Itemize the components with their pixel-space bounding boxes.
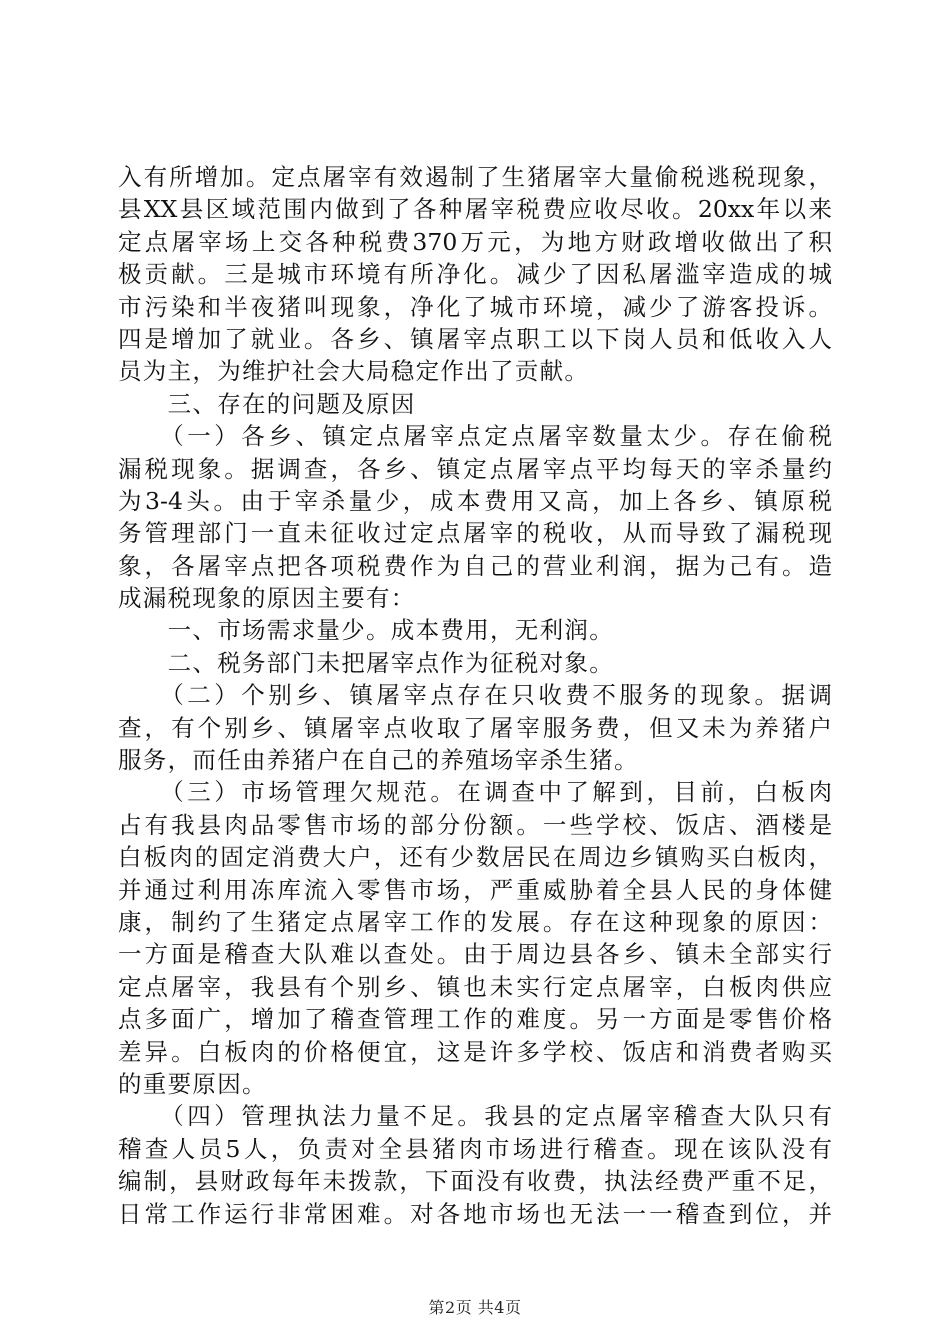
text-line: 康，制约了生猪定点屠宰工作的发展。存在这种现象的原因： — [118, 907, 832, 936]
text-line: 查，有个别乡、镇屠宰点收取了屠宰服务费，但又未为养猪户 — [118, 713, 832, 742]
text-line: （二）个别乡、镇屠宰点存在只收费不服务的现象。据调 — [118, 681, 832, 710]
text-line: 的重要原因。 — [118, 1069, 267, 1098]
text-line: 白板肉的固定消费大户，还有少数居民在周边乡镇购买白板肉， — [118, 843, 832, 872]
text-line: 入有所增加。定点屠宰有效遏制了生猪屠宰大量偷税逃税现象， — [118, 163, 832, 191]
text-line: 极贡献。三是城市环境有所净化。减少了因私屠滥宰造成的城 — [118, 260, 832, 289]
text-line: 县XX县区域范围内做到了各种屠宰税费应收尽收。20xx年以来 — [118, 195, 832, 224]
text-line: 四是增加了就业。各乡、镇屠宰点职工以下岗人员和低收入人 — [118, 324, 832, 353]
text-line: 为3-4头。由于宰杀量少，成本费用又高，加上各乡、镇原税 — [118, 486, 832, 515]
text-line: 市污染和半夜猪叫现象，净化了城市环境，减少了游客投诉。 — [118, 292, 832, 321]
document-body — [118, 161, 832, 1230]
text-line: 稽查人员5人，负责对全县猪肉市场进行稽查。现在该队没有 — [118, 1134, 832, 1163]
text-line: 员为主，为维护社会大局稳定作出了贡献。 — [118, 357, 590, 386]
text-line: 占有我县肉品零售市场的部分份额。一些学校、饭店、酒楼是 — [118, 810, 832, 839]
text-line: 务管理部门一直未征收过定点屠宰的税收，从而导致了漏税现 — [118, 519, 832, 548]
text-line: （四）管理执法力量不足。我县的定点屠宰稽查大队只有 — [118, 1102, 832, 1131]
text-line: （一）各乡、镇定点屠宰点定点屠宰数量太少。存在偷税 — [118, 422, 832, 451]
text-line: 象，各屠宰点把各项税费作为自己的营业利润，据为己有。造 — [118, 551, 832, 580]
text-line: 三、存在的问题及原因 — [118, 389, 416, 418]
text-line: 一方面是稽查大队难以查处。由于周边县各乡、镇未全部实行 — [118, 940, 832, 969]
text-line: 一、市场需求量少。成本费用，无利润。 — [118, 616, 614, 645]
page-footer: 第2页 共4页 — [428, 1298, 522, 1317]
text-line: 并通过利用冻库流入零售市场，严重威胁着全县人民的身体健 — [118, 875, 832, 904]
text-line: 日常工作运行非常困难。对各地市场也无法一一稽查到位，并 — [118, 1199, 832, 1228]
text-line: 成漏税现象的原因主要有： — [118, 584, 416, 613]
text-line: 漏税现象。据调查，各乡、镇定点屠宰点平均每天的宰杀量约 — [118, 454, 832, 483]
text-line: （三）市场管理欠规范。在调查中了解到，目前，白板肉 — [118, 778, 832, 807]
text-line: 服务，而任由养猪户在自己的养殖场宰杀生猪。 — [118, 746, 639, 775]
text-line: 二、税务部门未把屠宰点作为征税对象。 — [118, 648, 614, 677]
text-line: 编制，县财政每年未拨款，下面没有收费，执法经费严重不足， — [118, 1167, 832, 1196]
text-line: 定点屠宰，我县有个别乡、镇也未实行定点屠宰，白板肉供应 — [118, 972, 832, 1001]
text-line: 点多面广，增加了稽查管理工作的难度。另一方面是零售价格 — [118, 1005, 832, 1034]
text-line: 定点屠宰场上交各种税费370万元，为地方财政增收做出了积 — [118, 227, 832, 256]
text-line: 差异。白板肉的价格便宜，这是许多学校、饭店和消费者购买 — [118, 1037, 832, 1066]
